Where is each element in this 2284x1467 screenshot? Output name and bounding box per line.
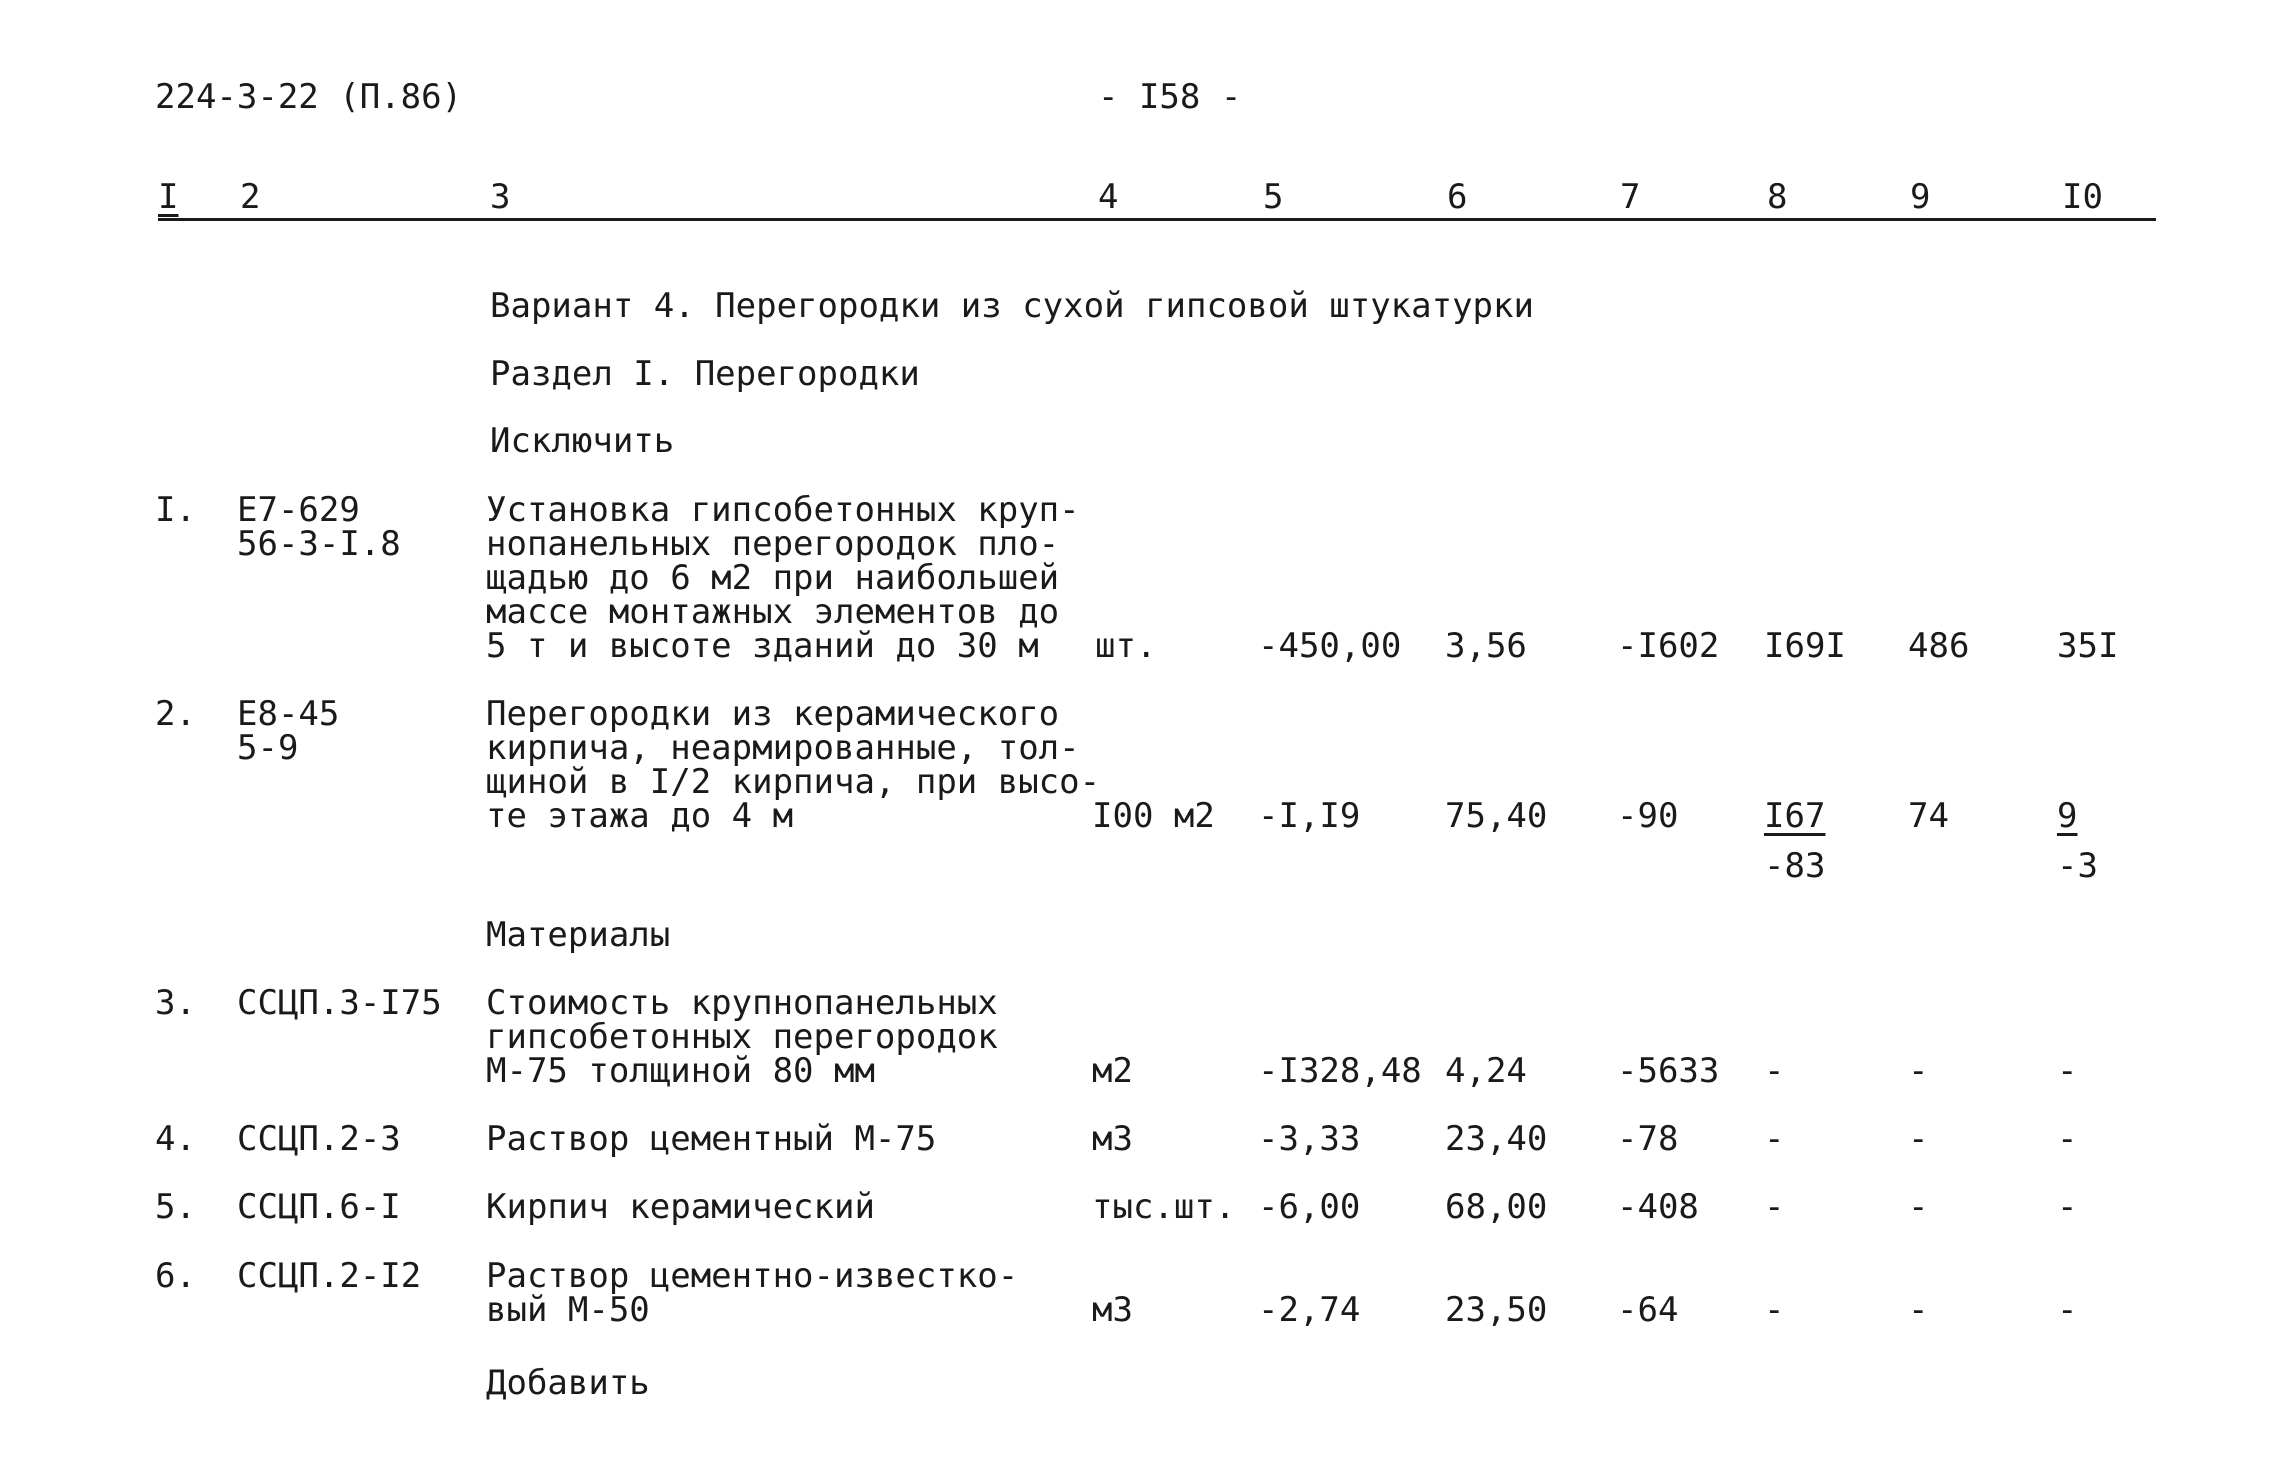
row-unit: м3 (1092, 1290, 1133, 1330)
column-number-7: 7 (1620, 177, 1641, 217)
row-col9: 486 (1908, 626, 1970, 666)
row-total: -408 (1617, 1187, 1699, 1227)
row-number: 3. (155, 983, 196, 1023)
row-price: 4,24 (1445, 1051, 1527, 1091)
row-col10: - (2057, 1119, 2078, 1159)
row-price: 23,50 (1445, 1290, 1548, 1330)
code-line: Е7-629 (237, 490, 360, 530)
description-line: кирпича, неармированные, тол- (486, 728, 1080, 768)
row-quantity: -450,00 (1258, 626, 1402, 666)
row-quantity: -I328,48 (1258, 1051, 1422, 1091)
row-price: 68,00 (1445, 1187, 1548, 1227)
row-description (486, 490, 1080, 666)
description-line: щиной в I/2 кирпича, при высо- (486, 762, 1101, 802)
row-col8: I69I (1764, 626, 1846, 666)
row-total: -90 (1617, 796, 1679, 836)
row-quantity: -2,74 (1258, 1290, 1361, 1330)
row-description (486, 694, 1101, 836)
description-line: М-75 толщиной 80 мм (486, 1051, 875, 1091)
row-number: I. (155, 490, 196, 530)
column-number-1: I (158, 177, 179, 217)
row-col8: I67 (1764, 796, 1826, 836)
row-col9: 74 (1908, 796, 1949, 836)
row-col10-sub: -3 (2057, 846, 2098, 886)
row-description (486, 1256, 1019, 1330)
page-number: - I58 - (1098, 77, 1242, 117)
column-number-8: 8 (1767, 177, 1788, 217)
materials-heading: Материалы (486, 915, 671, 955)
description-line: нопанельных перегородок пло- (486, 524, 1060, 564)
row-number: 5. (155, 1187, 196, 1227)
description-line: Перегородки из керамического (486, 694, 1060, 734)
row-number: 6. (155, 1256, 196, 1296)
row-col9: - (1908, 1187, 1929, 1227)
code-line: 56-3-I.8 (237, 524, 401, 564)
row-total: -64 (1617, 1290, 1679, 1330)
description-line: гипсобетонных перегородок (486, 1017, 998, 1057)
column-number-3: 3 (490, 177, 511, 217)
column-number-9: 9 (1910, 177, 1931, 217)
description-line: Раствор цементно-известко- (486, 1256, 1019, 1296)
row-unit: тыс.шт. (1092, 1187, 1236, 1227)
document-code: 224-3-22 (П.86) (155, 77, 463, 117)
row-price: 75,40 (1445, 796, 1548, 836)
description-line: 5 т и высоте зданий до 30 м (486, 626, 1039, 666)
row-total: -5633 (1617, 1051, 1720, 1091)
description-line: те этажа до 4 м (486, 796, 794, 836)
row-codes (237, 694, 340, 768)
row-quantity: -I,I9 (1258, 796, 1361, 836)
code-line: Е8-45 (237, 694, 340, 734)
row-price: 3,56 (1445, 626, 1527, 666)
header-rule (158, 218, 2156, 221)
row-col8: - (1764, 1187, 1785, 1227)
row-total: -I602 (1617, 626, 1720, 666)
column-number-5: 5 (1263, 177, 1284, 217)
row-col9: - (1908, 1051, 1929, 1091)
row-unit: м3 (1092, 1119, 1133, 1159)
description-line: щадью до 6 м2 при наибольшей (486, 558, 1060, 598)
row-col10: - (2057, 1187, 2078, 1227)
column-number-4: 4 (1098, 177, 1119, 217)
row-col8-sub: -83 (1764, 846, 1826, 886)
row-unit: м2 (1092, 1051, 1133, 1091)
row-col8: - (1764, 1051, 1785, 1091)
row-col9: - (1908, 1119, 1929, 1159)
row-col8: - (1764, 1290, 1785, 1330)
row-quantity: -6,00 (1258, 1187, 1361, 1227)
row-code: ССЦП.6-I (237, 1187, 401, 1227)
row-total: -78 (1617, 1119, 1679, 1159)
row-code: ССЦП.3-I75 (237, 983, 442, 1023)
description-line: Стоимость крупнопанельных (486, 983, 998, 1023)
row-col10: - (2057, 1051, 2078, 1091)
row-number: 4. (155, 1119, 196, 1159)
row-price: 23,40 (1445, 1119, 1548, 1159)
row-quantity: -3,33 (1258, 1119, 1361, 1159)
description-line: массе монтажных элементов до (486, 592, 1060, 632)
row-number: 2. (155, 694, 196, 734)
column-number-6: 6 (1447, 177, 1468, 217)
row-col10: 35I (2057, 626, 2119, 666)
row-codes (237, 490, 401, 564)
description-line: вый М-50 (486, 1290, 650, 1330)
row-description (486, 983, 998, 1091)
row-unit: I00 м2 (1092, 796, 1215, 836)
row-code: ССЦП.2-I2 (237, 1256, 422, 1296)
row-unit: шт. (1095, 626, 1157, 666)
row-col10: - (2057, 1290, 2078, 1330)
column-number-10: I0 (2062, 177, 2103, 217)
row-col9: - (1908, 1290, 1929, 1330)
section-heading: Раздел I. Перегородки (490, 354, 920, 394)
code-line: 5-9 (237, 728, 299, 768)
exclude-heading: Исключить (490, 421, 675, 461)
variant-heading: Вариант 4. Перегородки из сухой гипсовой штукатурки (490, 286, 1534, 326)
row-col8: - (1764, 1119, 1785, 1159)
row-col10: 9 (2057, 796, 2078, 836)
row-code: ССЦП.2-3 (237, 1119, 401, 1159)
add-heading: Добавить (486, 1363, 650, 1403)
column-number-2: 2 (240, 177, 261, 217)
description-line: Установка гипсобетонных круп- (486, 490, 1080, 530)
row-description: Кирпич керамический (486, 1187, 875, 1227)
row-description: Раствор цементный М-75 (486, 1119, 937, 1159)
